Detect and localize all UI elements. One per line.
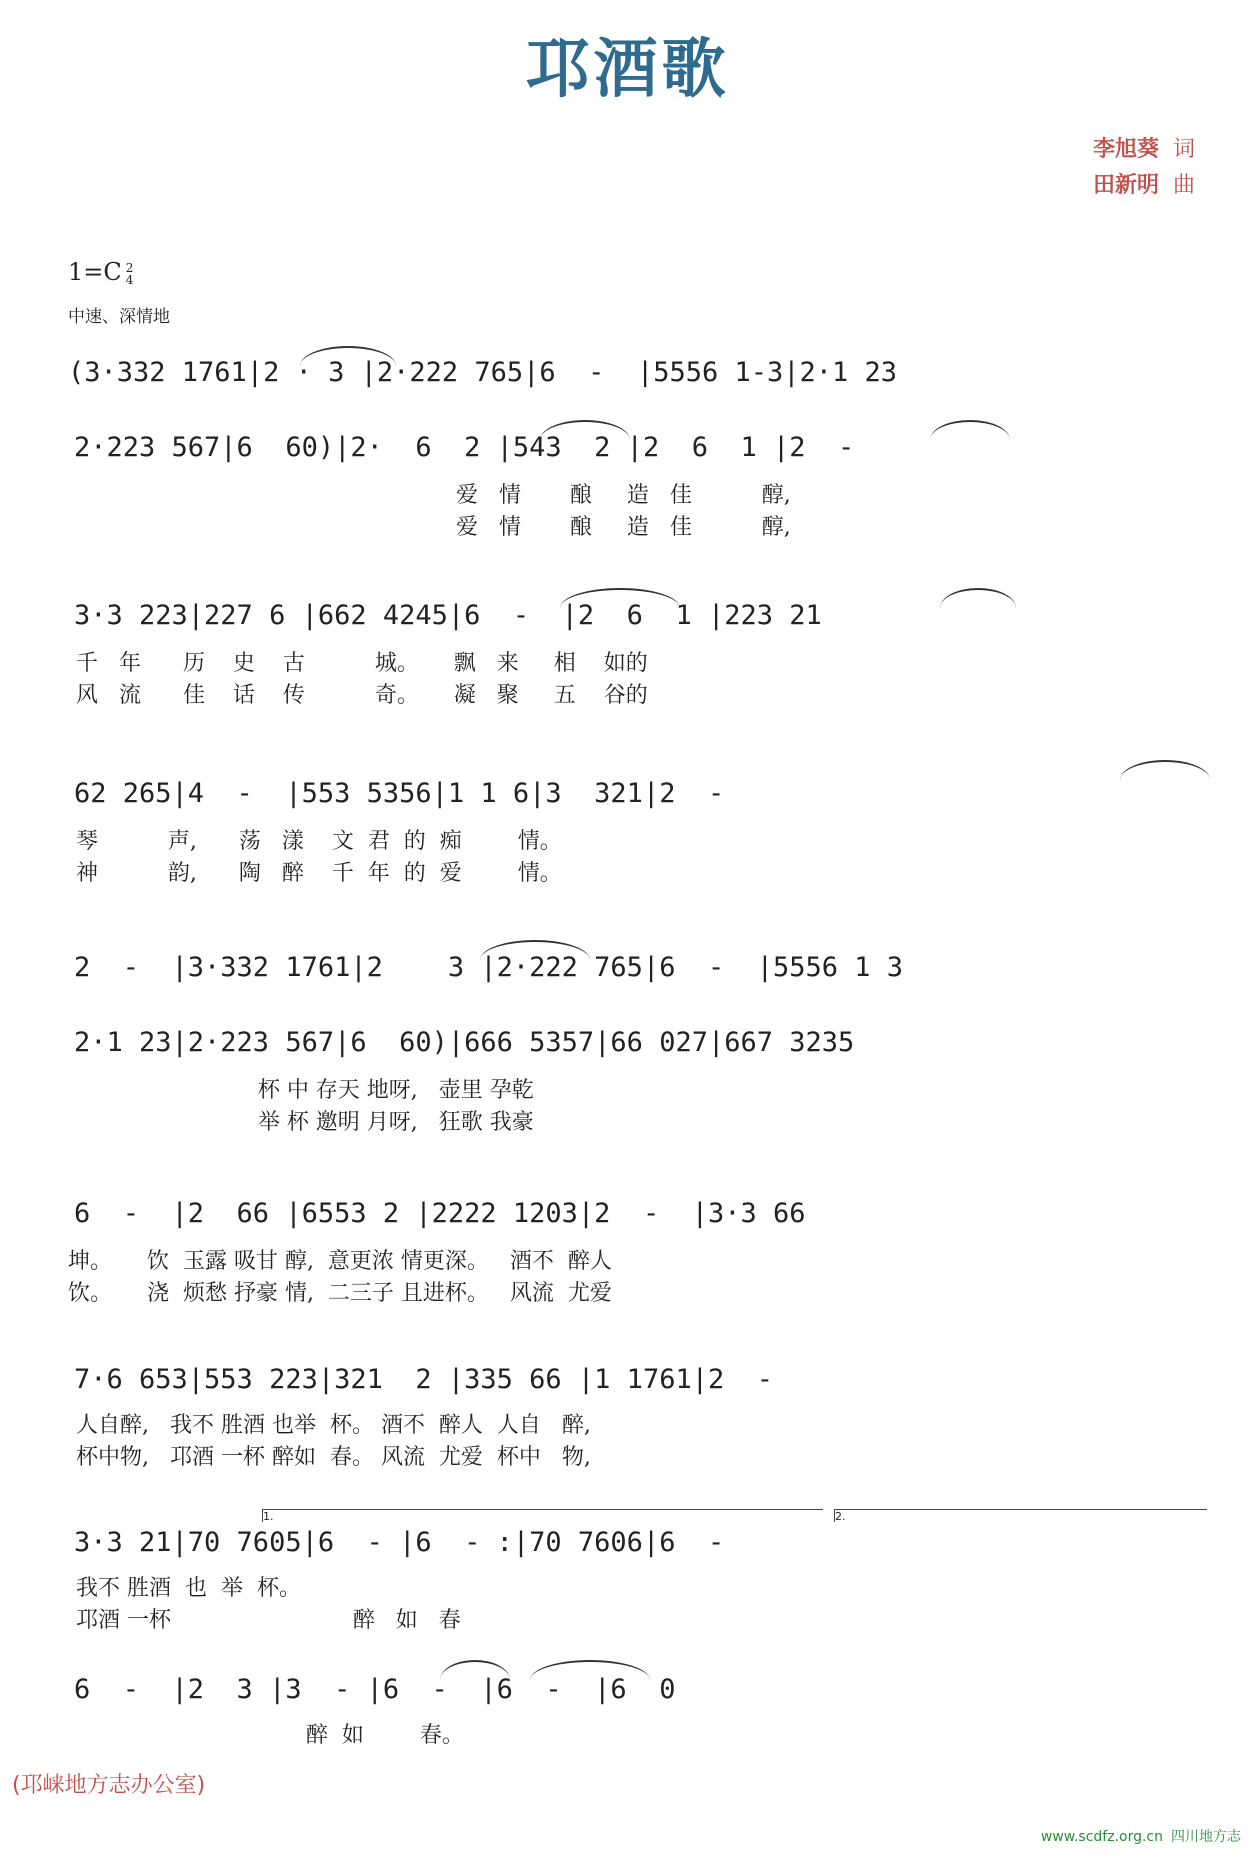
first-ending-bracket: 1.: [262, 1509, 823, 1522]
lyric-verse-1: 千 年 历 史 古 城。 飘 来 相 如的: [76, 651, 648, 676]
lyric-verse-2: 神 韵, 陶 醉 千 年 的 爱 情。: [76, 861, 562, 886]
lyric-verse-1: 琴 声, 荡 漾 文 君 的 痴 情。: [76, 829, 562, 854]
website-footer: [1041, 1826, 1241, 1846]
slur: [480, 940, 590, 960]
notation-line: 6 - |2 66 |6553 2 |2222 1203|2 - |3·3 66: [74, 1198, 806, 1229]
lyricist-credit: [1093, 132, 1195, 163]
slur: [940, 588, 1016, 608]
lyric-verse-1: 醉 如 春。: [236, 1723, 464, 1748]
second-ending-bracket: 2.: [834, 1509, 1207, 1522]
tempo-marking: 中速、深情地: [68, 307, 170, 327]
lyric-verse-2: 邛酒 一杯 醉 如 春: [76, 1608, 461, 1633]
lyricist-role: 词: [1172, 137, 1195, 162]
lyric-verse-2: 杯中物, 邛酒 一杯 醉如 春。 风流 尤爱 杯中 物,: [76, 1445, 591, 1470]
lyric-verse-1: 坤。 饮 玉露 吸甘 醇, 意更浓 情更深。 酒不 醉人: [68, 1249, 612, 1274]
time-signature-bottom: 4: [125, 272, 134, 287]
website-url[interactable]: www.scdfz.org.cn: [1040, 1829, 1163, 1845]
composer-name: 田新明: [1092, 173, 1159, 198]
notation-line: 2 - |3·332 1761|2 3 |2·222 765|6 - |5556 1 3: [74, 952, 904, 983]
slur: [560, 588, 680, 608]
notation-line: 2·223 567|6 60)|2· 6 2 |543 2 |2 6 1 |2 -: [74, 432, 855, 463]
lyricist-name: 李旭葵: [1092, 137, 1159, 162]
lyric-verse-2: 举 杯 邀明 月呀, 狂歌 我豪: [76, 1110, 534, 1135]
site-name: 四川地方志: [1171, 1829, 1241, 1845]
source-note: (邛崃地方志办公室): [12, 1773, 206, 1798]
notation-line: 3·3 21|70 7605|6 - |6 - :|70 7606|6 -: [74, 1527, 725, 1558]
time-signature-top: 2: [125, 260, 134, 275]
composer-role: 曲: [1172, 173, 1195, 198]
notation-line: 7·6 653|553 223|321 2 |335 66 |1 1761|2 -: [74, 1364, 773, 1395]
lyric-verse-1: 我不 胜酒 也 举 杯。: [76, 1576, 301, 1601]
key-text: 1=C: [68, 258, 122, 286]
song-title: 邛酒歌: [525, 32, 730, 107]
lyric-verse-1: 人自醉, 我不 胜酒 也举 杯。 酒不 醉人 人自 醉,: [76, 1413, 591, 1438]
notation-line: 3·3 223|227 6 |662 4245|6 - |2 6 1 |223 21: [74, 600, 822, 631]
key-signature: [68, 258, 133, 286]
notation-line: 62 265|4 - |553 5356|1 1 6|3 321|2 -: [74, 778, 725, 809]
time-signature: [126, 262, 134, 286]
slur: [540, 420, 630, 440]
lyric-verse-2: 爱 情 酿 造 佳 醇,: [456, 515, 791, 540]
composer-credit: [1093, 168, 1195, 199]
slur: [930, 420, 1010, 440]
slur: [440, 1660, 510, 1680]
lyric-verse-1: 杯 中 存天 地呀, 壶里 孕乾: [76, 1078, 534, 1103]
lyric-verse-2: 饮。 浇 烦愁 抒豪 情, 二三子 且进杯。 风流 尤爱: [68, 1281, 612, 1306]
slur: [300, 346, 396, 366]
notation-line: (3·332 1761|2 · 3 |2·222 765|6 - |5556 1-3|2·1 23: [68, 357, 898, 388]
notation-line: 2·1 23|2·223 567|6 60)|666 5357|66 027|667 3235: [74, 1027, 855, 1058]
lyric-verse-1: 爱 情 酿 造 佳 醇,: [456, 483, 791, 508]
notation-line: 6 - |2 3 |3 - |6 - |6 - |6 0: [74, 1674, 676, 1705]
slur: [1120, 760, 1210, 780]
lyric-verse-2: 风 流 佳 话 传 奇。 凝 聚 五 谷的: [76, 683, 648, 708]
slur: [530, 1660, 650, 1680]
